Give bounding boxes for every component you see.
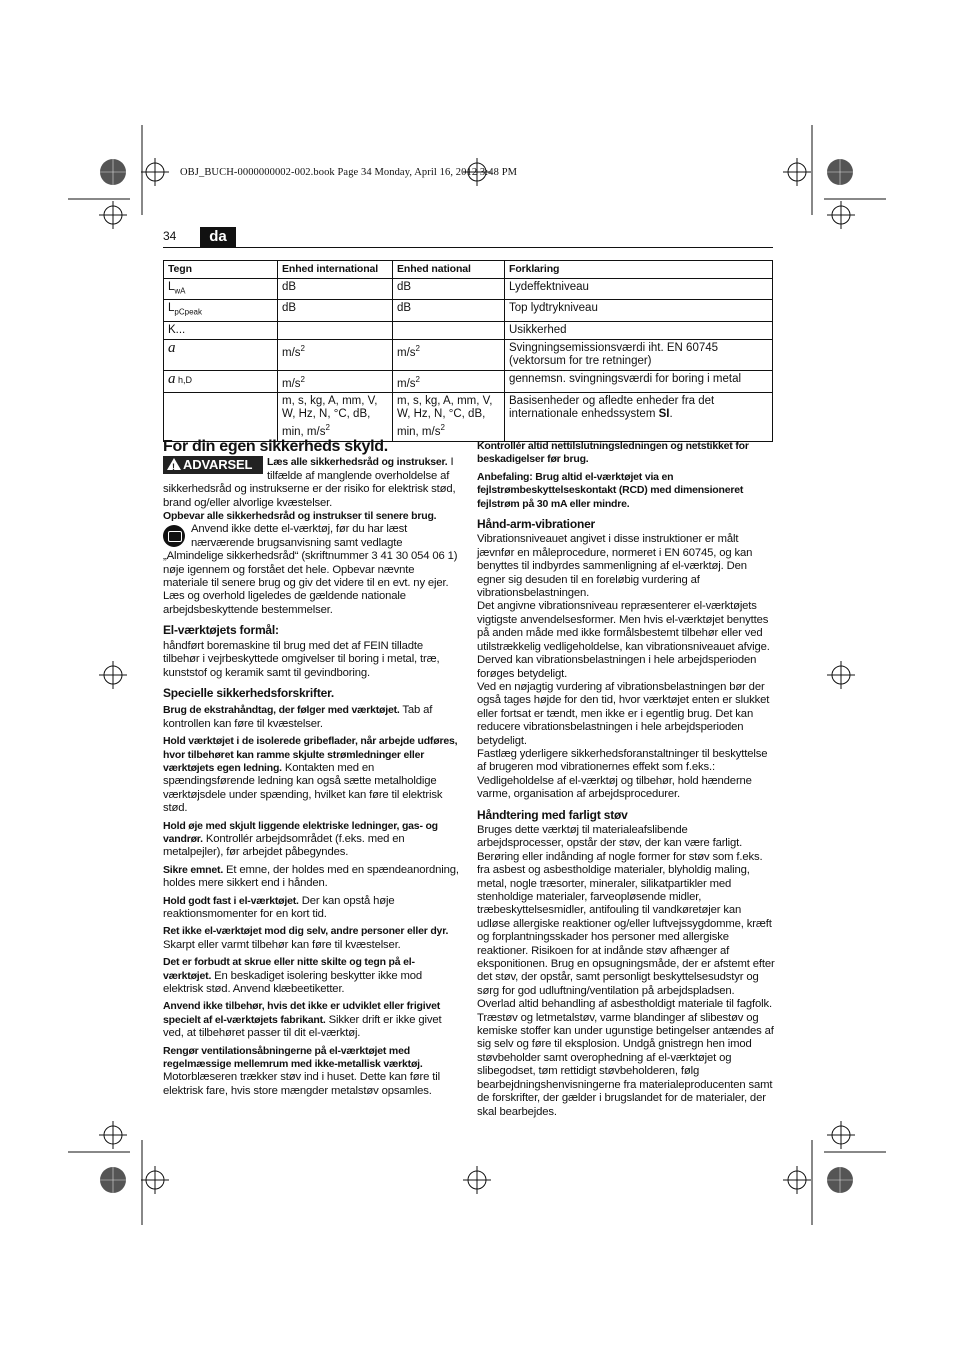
vibration-paragraph: Det angivne vibrationsniveau repræsenterer el-værktøjets vigtigste anvendelsesformer. Men hvis el-værktøjet benyttes på anden måde med ikke formålsbestemt tilbehør eller ved utilstrækkelig vedligeholdelse, kan vibrationsniveauet afvige. Derved kan vibrationsbelastningen i hele arbejdsperioden forøges betydeligt. xyxy=(477,600,770,680)
regs-paragraph: Læs og overhold ligeledes de gældende nationale arbejdsbeskyttende bestemmelser. xyxy=(163,590,406,616)
keep-instructions: Opbevar alle sikkerhedsråd og instrukser til senere brug. xyxy=(163,510,437,523)
table-header: Tegn xyxy=(164,261,278,279)
list-item: Hold værktøjet i de isolerede gribeflader, når arbejde udføres, hvor tilbehøret kan ramme skjulte strømledninger eller værktøjets egen ledning. Kontakten med en spændingsførende ledning kan også sætte metalholdige værktøjsdele under spænding, hvilket kan føre til elektrisk stød. xyxy=(163,735,458,815)
natl-cell xyxy=(393,321,505,339)
list-item: Rengør ventilationsåbningerne på el-værktøjet med regelmæssige mellemrum med ikke-metallisk værktøj. Motorblæseren trækker støv ind i huset. Dette kan føre til elektrisk fare, hvis store mængder metalstøv opsamles. xyxy=(163,1044,440,1097)
expl-cell: Top lydtrykniveau xyxy=(505,300,773,321)
language-badge: da xyxy=(200,227,236,247)
list-item: Brug de ekstrahåndtag, der følger med værktøjet. Tab af kontrollen kan føre til kvæstelser. xyxy=(163,704,433,730)
expl-cell: Usikkerhed xyxy=(505,321,773,339)
intl-cell: $m/s^2$ xyxy=(278,339,393,370)
symbol-cell: a h,D xyxy=(164,370,278,393)
list-item: Ret ikke el-værktøjet mod dig selv, andre personer eller dyr. Skarpt eller varmt tilbehør kan føre til kvæstelser. xyxy=(163,925,449,951)
symbol-cell: a xyxy=(164,339,278,370)
expl-cell: gennemsn. svingningsværdi for boring i metal xyxy=(505,370,773,393)
list-item: Hold godt fast i el-værktøjet. Der kan opstå høje reaktionsmomenter for en kort tid. xyxy=(163,894,395,920)
dust-paragraph: Bruges dette værktøj til materialeafslibende arbejdsprocesser, opstår der støv, der kan være farligt. xyxy=(477,823,743,850)
expl-cell: Svingningsemissionsværdi iht. EN 60745 (vektorsum for tre retninger) xyxy=(505,339,773,370)
table-header: Enhed international xyxy=(278,261,393,279)
purpose-heading: El-værktøjets formål: xyxy=(163,623,279,638)
table-row xyxy=(164,279,773,300)
natl-cell: m, s, kg, A, mm, V, W, Hz, N, °C, dB, min, $m/s^2$ xyxy=(393,393,505,442)
symbol-cell: $L_{pCpeak}$ xyxy=(164,300,278,321)
expl-cell: Lydeffektniveau xyxy=(505,279,773,300)
table-row xyxy=(164,321,773,339)
table-row xyxy=(164,370,773,393)
warning-paragraph: !ADVARSEL Læs alle sikkerhedsråd og instrukser. I tilfælde af manglende overholdelse af sikkerhedsråd og instrukserne er der risiko for elektrisk stød, brand og/eller alvorlige kvæstelser. xyxy=(163,456,461,510)
rcd-recommendation: Anbefaling: Brug altid el-værktøjet via en fejlstrømbeskyttelseskontakt (RCD) med dimensioneret fejlstrøm på 30 mA eller mindre. xyxy=(477,470,744,510)
dust-paragraph: Berøring eller indånding af nogle former for støv som f.eks. fra asbest og asbestholdige materialer, blyholdig maling, metal, nogle træsorter, mineraler, silikatpartikler med stenholdige materialer, farveopløsende midler, træbeskyttelsesmidler, antifouling til vandkøretøjer kan udløse allergiske reaktioner og/eller luftvejssygdomme, kræft og forplantningsskader hos personer med allergiske reaktioner. Risikoen for at indånde støv afhænger af eksponitionen. Brug en opsugningsmåde, der er afstemt efter det støv, der opstår, samt personligt beskyttelsesudstyr og sørg for god udluftning/ventilation på arbejdspladsen. Overlad altid behandling af asbestholdigt materiale til fagfolk. xyxy=(477,850,775,1011)
intl-cell: dB xyxy=(278,300,393,321)
table-row xyxy=(164,300,773,321)
list-item: Sikre emnet. Et emne, der holdes med en spændeanordning, holdes mere sikkert end i hånden. xyxy=(163,863,459,890)
special-heading: Specielle sikkerhedsforskrifter. xyxy=(163,685,335,700)
list-item: Anvend ikke tilbehør, hvis det ikke er udviklet eller frigivet specielt af el-værktøjets fabrikant. Sikker drift er ikke givet ved, at tilbehøret passer til dit el-værktøj. xyxy=(163,1000,442,1040)
intl-cell: m, s, kg, A, mm, V, W, Hz, N, °C, dB, min, $m/s^2$ xyxy=(278,393,393,442)
header-rule xyxy=(163,247,773,248)
symbols-table xyxy=(163,260,773,442)
intl-cell: $m/s^2$ xyxy=(278,370,393,393)
page-number: 34 xyxy=(163,229,177,243)
read-manual-icon xyxy=(163,525,185,547)
vibration-paragraph: Vibrationsniveauet angivet i disse instruktioner er målt jævnfør en måleprocedure, normeret i EN 60745, og kan benyttes til indbyrdes sammenligning af el-værktøj. Den egner sig desuden til en foreløbig vurdering af vibrationsbelastningen. xyxy=(477,533,753,600)
manual-paragraph: Anvend ikke dette el-værktøj, før du har læst nærværende brugsanvisning samt vedlagte „Almindelige sikkerhedsråd“ (skriftnummer 3 41 30 054 06 1) nøje igennem og forstået det hele. Opbevar nævnte materiale til senere brug og giv det videre til en evt. ny ejer. xyxy=(163,523,458,590)
purpose-paragraph: håndført boremaskine til brug med det af FEIN tilladte tilbehør i vejrbeskyttede omgivelser til boring i metal, træ, kunststof og keramik samt til gevindboring. xyxy=(163,639,440,679)
natl-cell: $m/s^2$ xyxy=(393,339,505,370)
warning-badge: !ADVARSEL xyxy=(163,456,263,474)
symbol-cell: K... xyxy=(164,321,278,339)
safety-title: For din egen sikkerheds skyld. xyxy=(163,438,388,455)
check-cable-paragraph: Kontrollér altid nettilslutningsledningen og netstikket for beskadigelser før brug. xyxy=(477,440,749,466)
vibration-heading: Hånd-arm-vibrationer xyxy=(477,517,596,532)
table-header: Forklaring xyxy=(505,261,773,279)
left-column xyxy=(163,440,461,1098)
symbol-cell xyxy=(164,393,278,442)
warning-icon xyxy=(167,458,181,470)
table-row xyxy=(164,339,773,370)
dust-paragraph: Træstøv og letmetalstøv, varme blandinger af slibestøv og kemiske stoffer kan under ugunstige betingelser antændes af sig selv og føre til eksplosion. Undgå gnistregn hen imod støvbeholder samt overophedning af el-værktøjet og slibegodset, tøm rettidigt støvbeholderen, følg bearbejdningshenvisningerne fra materialeproducenten samt de forskrifter, der gælder i brugslandet for de materialer, der skal bearbejdes. xyxy=(477,1011,774,1118)
intl-cell: dB xyxy=(278,279,393,300)
table-header: Enhed national xyxy=(393,261,505,279)
intl-cell xyxy=(278,321,393,339)
natl-cell: dB xyxy=(393,279,505,300)
symbol-cell: $L_{wA}$ xyxy=(164,279,278,300)
expl-cell: Basisenheder og afledte enheder fra det internationale enhedssystem SI. xyxy=(505,393,773,442)
right-column xyxy=(477,440,775,1119)
dust-heading: Håndtering med farligt støv xyxy=(477,807,628,822)
natl-cell: dB xyxy=(393,300,505,321)
vibration-paragraph: Ved en nøjagtig vurdering af vibrationsbelastningen bør der også tages højde for den tid, hvor værktøjet enten er slukket eller fortsat er tændt, men ikke er i egentlig brug. Det kan reducere vibrationsbelastningen i hele arbejdsperioden betydeligt. xyxy=(477,680,770,747)
list-item: Hold øje med skjult liggende elektriske ledninger, gas- og vandrør. Kontrollér arbejdsområdet (f.eks. med en metalpejler), før arbejdet påbegyndes. xyxy=(163,819,438,859)
table-row xyxy=(164,393,773,442)
file-info-line: OBJ_BUCH-0000000002-002.book Page 34 Monday, April 16, 2012 3:48 PM xyxy=(180,167,518,178)
vibration-paragraph: Fastlæg yderligere sikkerhedsforanstaltninger til beskyttelse af brugeren mod vibrationernes effekt som f.eks.: Vedligeholdelse af el-værktøj og tilbehør, hold hænderne varme, organisation af arbejdsprocedurer. xyxy=(477,747,768,801)
natl-cell: $m/s^2$ xyxy=(393,370,505,393)
table-header-row xyxy=(164,261,773,279)
list-item: Det er forbudt at skrue eller nitte skilte og tegn på el-værktøjet. En beskadiget isolering beskytter ikke mod elektrisk stød. Anvend klæbeetiketter. xyxy=(163,956,422,996)
